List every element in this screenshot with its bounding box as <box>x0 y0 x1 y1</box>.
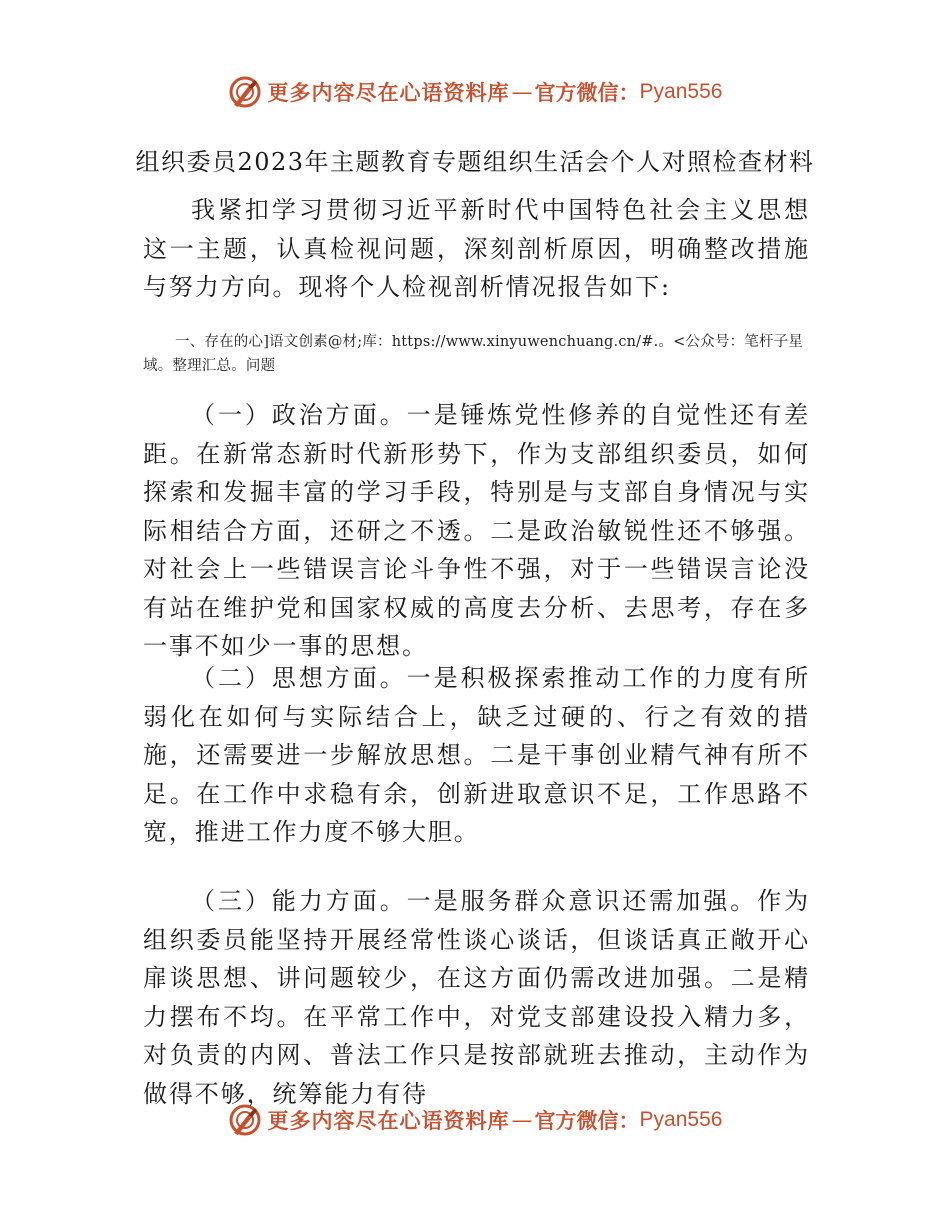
footer-banner <box>0 1098 950 1142</box>
paragraph-political: （一）政治方面。一是锤炼党性修养的自觉性还有差距。在新常态新时代新形势下，作为支部组织委员，如何探索和发掘丰富的学习手段，特别是与支部自身情况与实际相结合方面，还研之不透。二是政治敏锐性还不够强。对社会上一些错误言论斗争性不强，对于一些错误言论没有站在维护党和国家权威的高度去分析、去思考，存在多一事不如少一事的思想。 <box>143 401 810 660</box>
brand-logo-icon <box>228 75 262 109</box>
brand-logo-icon <box>228 1103 262 1137</box>
banner-wechat-id: Pyan556 <box>639 80 723 103</box>
banner-site-text: 更多内容尽在心语资料库 <box>267 81 510 105</box>
banner-separator: — <box>511 80 533 104</box>
banner-site-text: 更多内容尽在心语资料库 <box>267 1109 510 1133</box>
paragraph-ideological: （二）思想方面。一是积极探索推动工作的力度有所弱化在如何与实际结合上，缺乏过硬的、行之有效的措施，还需要进一步解放思想。二是干事创业精气神有所不足。在工作中求稳有余，创新进取意识不足，工作思路不宽，推进工作力度不够大胆。 <box>143 664 810 846</box>
banner-wechat-label: 官方微信： <box>534 81 640 105</box>
banner-separator: — <box>511 1108 533 1132</box>
header-banner <box>0 70 950 114</box>
banner-wechat-id: Pyan556 <box>639 1108 723 1131</box>
section-heading: 一、存在的心]语文创素@材;库：https://www.xinyuwenchuang.cn/#.。<公众号：笔杆子星域。整理汇总。问题 <box>143 334 804 374</box>
banner-wechat-label: 官方微信： <box>534 1109 640 1133</box>
paragraph-capability: （三）能力方面。一是服务群众意识还需加强。作为组织委员能坚持开展经常性谈心谈话，但谈话真正敞开心扉谈思想、讲问题较少，在这方面仍需改进加强。二是精力摆布不均。在平常工作中，对党支部建设投入精力多，对负责的内网、普法工作只是按部就班去推动，主动作为做得不够，统筹能力有待 <box>143 887 810 1108</box>
document-title: 组织委员2023年主题教育专题组织生活会个人对照检查材料 <box>135 148 815 176</box>
intro-paragraph: 我紧扣学习贯彻习近平新时代中国特色社会主义思想这一主题，认真检视问题，深刻剖析原因，明确整改措施与努力方向。现将个人检视剖析情况报告如下: <box>143 196 810 301</box>
